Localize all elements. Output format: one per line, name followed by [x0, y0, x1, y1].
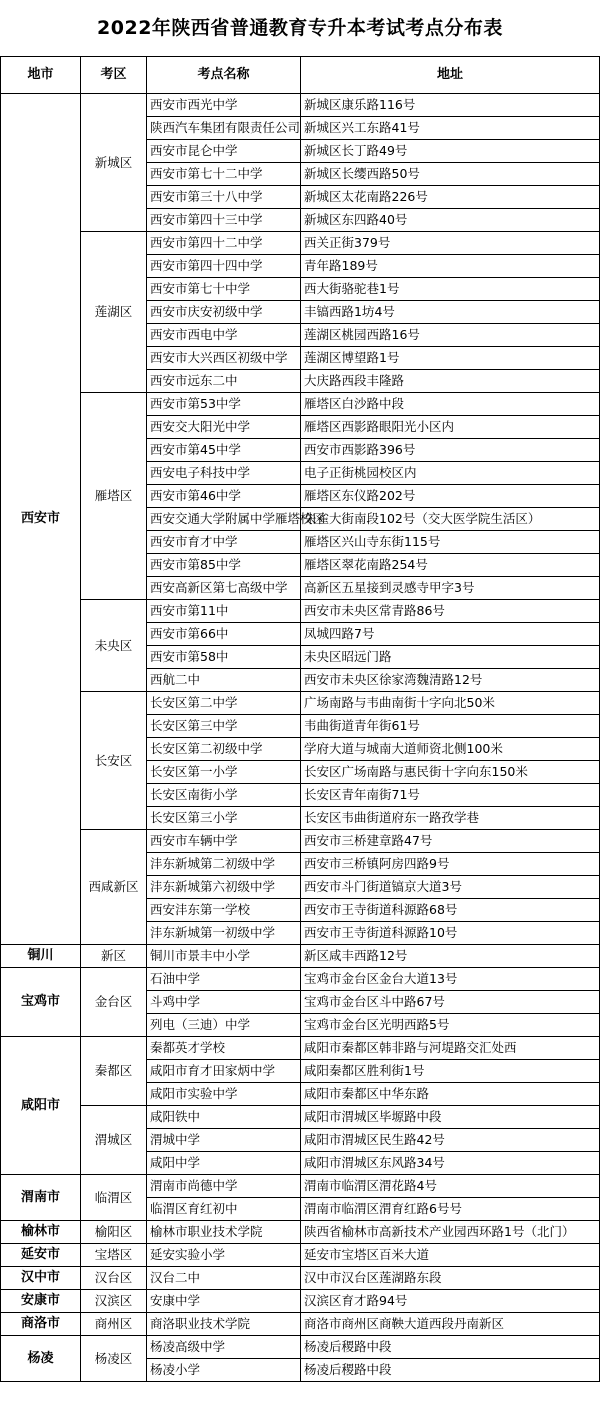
address-cell: 西安市西影路396号	[301, 439, 600, 462]
table-row	[1, 1336, 600, 1359]
site-name-cell: 西安市车辆中学	[147, 830, 301, 853]
district-cell: 榆阳区	[81, 1221, 147, 1244]
site-name-cell: 斗鸡中学	[147, 991, 301, 1014]
site-name-cell: 西安交通大学附属中学雁塔校区	[147, 508, 301, 531]
table-row	[1, 1175, 600, 1198]
address-cell: 西安市三桥建章路47号	[301, 830, 600, 853]
address-cell: 咸阳市秦都区中华东路	[301, 1083, 600, 1106]
site-name-cell: 咸阳中学	[147, 1152, 301, 1175]
address-cell: 新城区长缨西路50号	[301, 163, 600, 186]
site-name-cell: 铜川市景丰中小学	[147, 945, 301, 968]
address-cell: 雁塔区翠花南路254号	[301, 554, 600, 577]
address-cell: 宝鸡市金台区金台大道13号	[301, 968, 600, 991]
city-cell: 铜川	[1, 945, 81, 968]
site-name-cell: 延安实验小学	[147, 1244, 301, 1267]
district-cell: 汉滨区	[81, 1290, 147, 1313]
site-name-cell: 杨凌小学	[147, 1359, 301, 1382]
table-row	[1, 1037, 600, 1060]
site-name-cell: 西安市大兴西区初级中学	[147, 347, 301, 370]
address-cell: 渭南市临渭区渭花路4号	[301, 1175, 600, 1198]
city-cell: 宝鸡市	[1, 968, 81, 1037]
address-cell: 宝鸡市金台区光明西路5号	[301, 1014, 600, 1037]
address-cell: 杨凌后稷路中段	[301, 1336, 600, 1359]
address-cell: 西安市三桥镇阿房四路9号	[301, 853, 600, 876]
city-cell: 杨凌	[1, 1336, 81, 1382]
header-address: 地址	[301, 57, 600, 94]
site-name-cell: 陕西汽车集团有限责任公司	[147, 117, 301, 140]
address-cell: 长安区青年南街71号	[301, 784, 600, 807]
city-cell: 咸阳市	[1, 1037, 81, 1175]
address-cell: 莲湖区桃园西路16号	[301, 324, 600, 347]
address-cell: 汉中市汉台区莲湖路东段	[301, 1267, 600, 1290]
table-body	[1, 94, 600, 1382]
address-cell: 咸阳市渭城区东风路34号	[301, 1152, 600, 1175]
site-name-cell: 长安区南街小学	[147, 784, 301, 807]
address-cell: 新区咸丰西路12号	[301, 945, 600, 968]
address-cell: 新城区东四路40号	[301, 209, 600, 232]
site-name-cell: 西安市育才中学	[147, 531, 301, 554]
address-cell: 西关正街379号	[301, 232, 600, 255]
site-name-cell: 沣东新城第二初级中学	[147, 853, 301, 876]
city-cell: 商洛市	[1, 1313, 81, 1336]
district-cell: 渭城区	[81, 1106, 147, 1175]
site-name-cell: 列电（三迪）中学	[147, 1014, 301, 1037]
address-cell: 西安市斗门街道镐京大道3号	[301, 876, 600, 899]
address-cell: 长安区广场南路与惠民街十字向东150米	[301, 761, 600, 784]
site-name-cell: 西安市西电中学	[147, 324, 301, 347]
site-name-cell: 西安电子科技中学	[147, 462, 301, 485]
site-name-cell: 西安沣东第一学校	[147, 899, 301, 922]
district-cell: 雁塔区	[81, 393, 147, 600]
exam-site-table	[0, 56, 600, 1382]
address-cell: 汉滨区育才路94号	[301, 1290, 600, 1313]
address-cell: 广场南路与韦曲南街十字向北50米	[301, 692, 600, 715]
site-name-cell: 西安市第四十二中学	[147, 232, 301, 255]
address-cell: 商洛市商州区商鞅大道西段丹南新区	[301, 1313, 600, 1336]
site-name-cell: 安康中学	[147, 1290, 301, 1313]
site-name-cell: 西安市第七十中学	[147, 278, 301, 301]
site-name-cell: 西安市第45中学	[147, 439, 301, 462]
address-cell: 雁塔区白沙路中段	[301, 393, 600, 416]
address-cell: 长安区韦曲街道府东一路孜学巷	[301, 807, 600, 830]
address-cell: 陕西省榆林市高新技术产业园西环路1号（北门）	[301, 1221, 600, 1244]
site-name-cell: 西安市第三十八中学	[147, 186, 301, 209]
table-row	[1, 692, 600, 715]
site-name-cell: 渭南市尚德中学	[147, 1175, 301, 1198]
table-row	[1, 1244, 600, 1267]
address-cell: 学府大道与城南大道师资北侧100米	[301, 738, 600, 761]
city-cell: 汉中市	[1, 1267, 81, 1290]
site-name-cell: 西安市第85中学	[147, 554, 301, 577]
address-cell: 高新区五星接到灵感寺甲字3号	[301, 577, 600, 600]
site-name-cell: 西安市第七十二中学	[147, 163, 301, 186]
site-name-cell: 西安市第46中学	[147, 485, 301, 508]
district-cell: 长安区	[81, 692, 147, 830]
district-cell: 商州区	[81, 1313, 147, 1336]
table-row	[1, 1290, 600, 1313]
city-cell: 延安市	[1, 1244, 81, 1267]
district-cell: 西咸新区	[81, 830, 147, 945]
table-row	[1, 968, 600, 991]
city-cell: 渭南市	[1, 1175, 81, 1221]
address-cell: 凤城四路7号	[301, 623, 600, 646]
address-cell: 大庆路西段丰隆路	[301, 370, 600, 393]
address-cell: 西安市未央区常青路86号	[301, 600, 600, 623]
city-cell: 西安市	[1, 94, 81, 945]
site-name-cell: 商洛职业技术学院	[147, 1313, 301, 1336]
address-cell: 渭南市临渭区渭育红路6号号	[301, 1198, 600, 1221]
address-cell: 雁塔区西影路眼阳光小区内	[301, 416, 600, 439]
site-name-cell: 咸阳市育才田家炳中学	[147, 1060, 301, 1083]
table-row	[1, 830, 600, 853]
address-cell: 新城区长丁路49号	[301, 140, 600, 163]
district-cell: 临渭区	[81, 1175, 147, 1221]
table-row	[1, 600, 600, 623]
address-cell: 杨凌后稷路中段	[301, 1359, 600, 1382]
site-name-cell: 西安市第四十四中学	[147, 255, 301, 278]
header-site-name: 考点名称	[147, 57, 301, 94]
site-name-cell: 咸阳铁中	[147, 1106, 301, 1129]
address-cell: 延安市宝塔区百米大道	[301, 1244, 600, 1267]
district-cell: 杨凌区	[81, 1336, 147, 1382]
site-name-cell: 秦都英才学校	[147, 1037, 301, 1060]
site-name-cell: 沣东新城第一初级中学	[147, 922, 301, 945]
address-cell: 西大街骆驼巷1号	[301, 278, 600, 301]
table-row	[1, 393, 600, 416]
table-row	[1, 94, 600, 117]
site-name-cell: 西安市昆仑中学	[147, 140, 301, 163]
address-cell: 朱雀大街南段102号（交大医学院生活区）	[301, 508, 600, 531]
address-cell: 青年路189号	[301, 255, 600, 278]
district-cell: 未央区	[81, 600, 147, 692]
city-cell: 榆林市	[1, 1221, 81, 1244]
site-name-cell: 渭城中学	[147, 1129, 301, 1152]
address-cell: 新城区太花南路226号	[301, 186, 600, 209]
address-cell: 未央区昭远门路	[301, 646, 600, 669]
address-cell: 新城区康乐路116号	[301, 94, 600, 117]
district-cell: 莲湖区	[81, 232, 147, 393]
address-cell: 西安市王寺街道科源路10号	[301, 922, 600, 945]
site-name-cell: 榆林市职业技术学院	[147, 1221, 301, 1244]
site-name-cell: 西安市远东二中	[147, 370, 301, 393]
address-cell: 宝鸡市金台区斗中路67号	[301, 991, 600, 1014]
site-name-cell: 西航二中	[147, 669, 301, 692]
address-cell: 韦曲街道青年街61号	[301, 715, 600, 738]
header-district: 考区	[81, 57, 147, 94]
site-name-cell: 长安区第二初级中学	[147, 738, 301, 761]
address-cell: 咸阳市渭城区民生路42号	[301, 1129, 600, 1152]
site-name-cell: 汉台二中	[147, 1267, 301, 1290]
site-name-cell: 杨凌高级中学	[147, 1336, 301, 1359]
site-name-cell: 长安区第三小学	[147, 807, 301, 830]
address-cell: 丰镐西路1坊4号	[301, 301, 600, 324]
site-name-cell: 临渭区育红初中	[147, 1198, 301, 1221]
address-cell: 新城区兴工东路41号	[301, 117, 600, 140]
site-name-cell: 西安市庆安初级中学	[147, 301, 301, 324]
address-cell: 咸阳秦都区胜利街1号	[301, 1060, 600, 1083]
site-name-cell: 西安市第66中	[147, 623, 301, 646]
site-name-cell: 长安区第一小学	[147, 761, 301, 784]
header-city: 地市	[1, 57, 81, 94]
page-title: 2022年陕西省普通教育专升本考试考点分布表	[97, 17, 503, 39]
address-cell: 咸阳市秦都区韩非路与河堤路交汇处西	[301, 1037, 600, 1060]
district-cell: 金台区	[81, 968, 147, 1037]
district-cell: 汉台区	[81, 1267, 147, 1290]
address-cell: 雁塔区东仪路202号	[301, 485, 600, 508]
table-row	[1, 1267, 600, 1290]
address-cell: 西安市王寺街道科源路68号	[301, 899, 600, 922]
district-cell: 新城区	[81, 94, 147, 232]
site-name-cell: 西安高新区第七高级中学	[147, 577, 301, 600]
site-name-cell: 沣东新城第六初级中学	[147, 876, 301, 899]
address-cell: 西安市未央区徐家湾魏清路12号	[301, 669, 600, 692]
site-name-cell: 西安交大阳光中学	[147, 416, 301, 439]
address-cell: 电子正街桃园校区内	[301, 462, 600, 485]
table-row	[1, 1313, 600, 1336]
address-cell: 咸阳市渭城区毕塬路中段	[301, 1106, 600, 1129]
header-row	[1, 57, 600, 94]
site-name-cell: 咸阳市实验中学	[147, 1083, 301, 1106]
site-name-cell: 西安市第53中学	[147, 393, 301, 416]
site-name-cell: 西安市西光中学	[147, 94, 301, 117]
district-cell: 新区	[81, 945, 147, 968]
site-name-cell: 长安区第三中学	[147, 715, 301, 738]
city-cell: 安康市	[1, 1290, 81, 1313]
address-cell: 莲湖区博望路1号	[301, 347, 600, 370]
table-row	[1, 1221, 600, 1244]
site-name-cell: 西安市第11中	[147, 600, 301, 623]
table-row	[1, 1106, 600, 1129]
district-cell: 宝塔区	[81, 1244, 147, 1267]
site-name-cell: 石油中学	[147, 968, 301, 991]
site-name-cell: 西安市第四十三中学	[147, 209, 301, 232]
district-cell: 秦都区	[81, 1037, 147, 1106]
site-name-cell: 长安区第二中学	[147, 692, 301, 715]
table-row	[1, 232, 600, 255]
table-row	[1, 945, 600, 968]
site-name-cell: 西安市第58中	[147, 646, 301, 669]
address-cell: 雁塔区兴山寺东街115号	[301, 531, 600, 554]
